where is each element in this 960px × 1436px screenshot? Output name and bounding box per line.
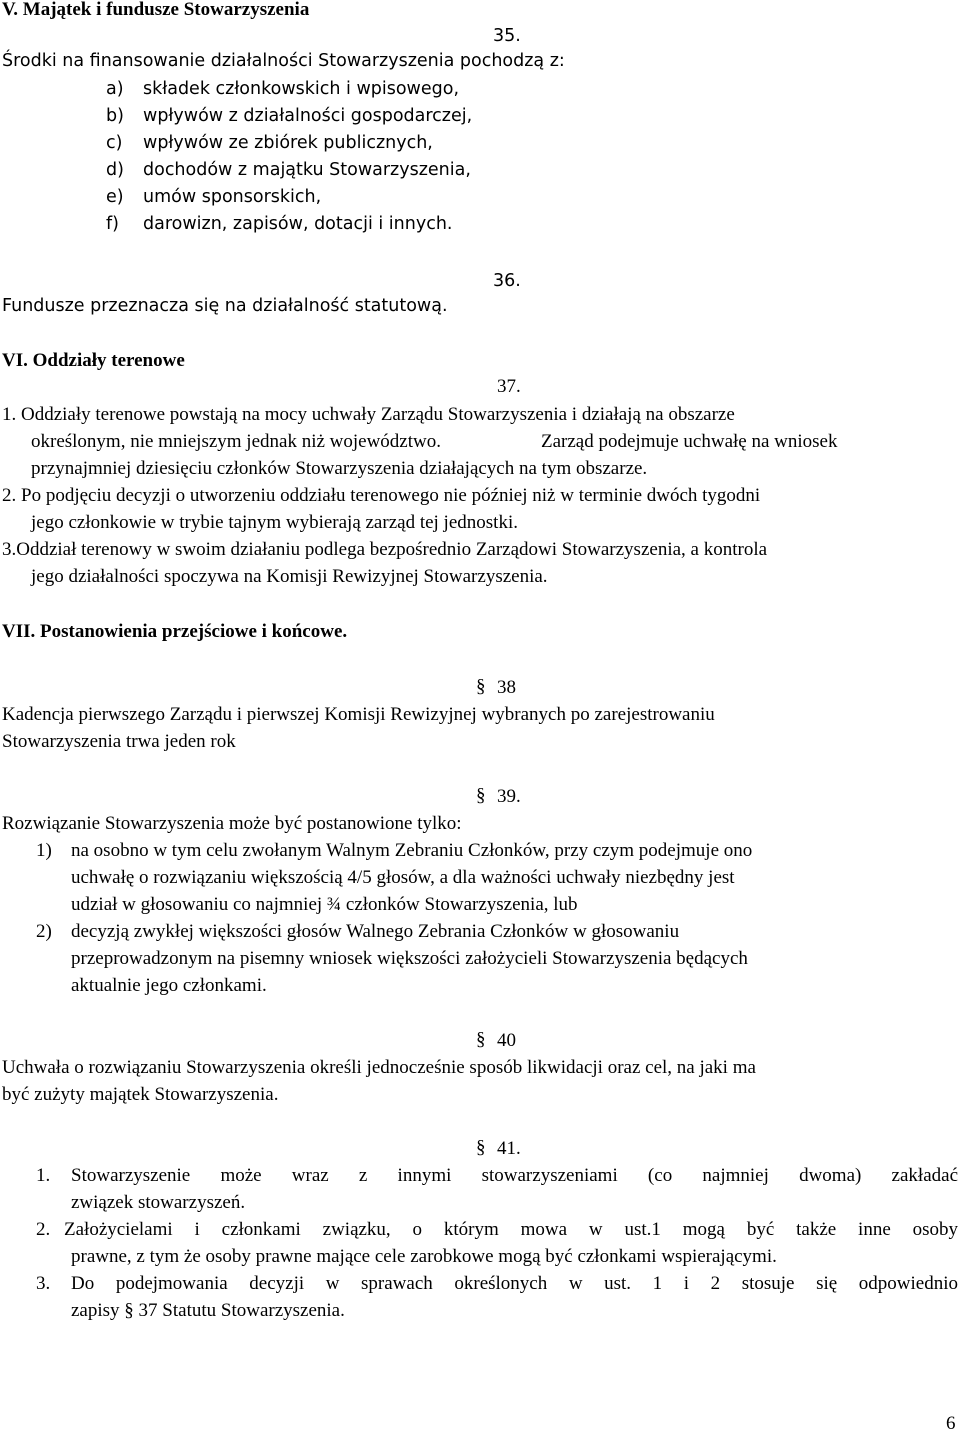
paragraph-37-line: przynajmniej dziesięciu członków Stowarzyszenia działających na tym obszarze. <box>31 458 648 479</box>
paragraph-41-number: 41. <box>497 1138 521 1159</box>
list-marker: f) <box>106 214 119 234</box>
paragraph-36-text: Fundusze przeznacza się na działalność statutową. <box>2 296 448 316</box>
paragraph-39-number: 39. <box>497 786 521 807</box>
paragraph-38-line: Stowarzyszenia trwa jeden rok <box>2 731 236 752</box>
list-item-line: decyzją zwykłej większości głosów Walnego Zebrania Członków w głosowaniu <box>71 921 680 942</box>
list-marker: e) <box>106 187 124 207</box>
paragraph-37-line: 1. Oddziały terenowe powstają na mocy uchwały Zarządu Stowarzyszenia i działają na obszarze <box>2 404 735 425</box>
section-vii-heading: VII. Postanowienia przejściowe i końcowe. <box>2 621 348 642</box>
list-marker: 3. <box>36 1273 51 1294</box>
paragraph-37-line: Zarząd podejmuje uchwałę na wniosek <box>541 431 838 452</box>
list-item-line: Stowarzyszenie może wraz z innymi stowarzyszeniami (co najmniej dwoma) zakładać <box>71 1165 958 1186</box>
list-marker: 1) <box>36 840 52 861</box>
section-v-heading: V. Majątek i fundusze Stowarzyszenia <box>2 0 310 20</box>
paragraph-35-intro: Środki na finansowanie działalności Stowarzyszenia pochodzą z: <box>2 51 565 71</box>
section-sign-icon: § <box>476 1029 486 1050</box>
section-sign-icon: § <box>476 785 486 806</box>
list-marker: c) <box>106 133 123 153</box>
section-sign-icon: § <box>476 676 486 697</box>
paragraph-37-line: 3.Oddział terenowy w swoim działaniu podlega bezpośrednio Zarządowi Stowarzyszenia, a kontrola <box>2 539 768 560</box>
list-item: wpływów z działalności gospodarczej, <box>143 106 473 126</box>
paragraph-39-intro: Rozwiązanie Stowarzyszenia może być postanowione tylko: <box>2 813 462 834</box>
list-item: umów sponsorskich, <box>143 187 322 207</box>
list-marker: 1. <box>36 1165 51 1186</box>
list-item: wpływów ze zbiórek publicznych, <box>143 133 433 153</box>
paragraph-37-line: jego działalności spoczywa na Komisji Rewizyjnej Stowarzyszenia. <box>31 566 548 587</box>
paragraph-38-number: 38 <box>497 677 516 698</box>
section-vi-heading: VI. Oddziały terenowe <box>2 350 185 371</box>
list-item: dochodów z majątku Stowarzyszenia, <box>143 160 471 180</box>
list-marker: 2. <box>36 1219 51 1240</box>
list-item-line: na osobno w tym celu zwołanym Walnym Zebraniu Członków, przy czym podejmuje ono <box>71 840 753 861</box>
paragraph-37-number: 37. <box>497 376 521 397</box>
list-item-line: zapisy § 37 Statutu Stowarzyszenia. <box>71 1300 345 1321</box>
paragraph-37-line: 2. Po podjęciu decyzji o utworzeniu oddziału terenowego nie później niż w terminie dwóch tygodni <box>2 485 761 506</box>
paragraph-36-number: 36. <box>493 271 521 291</box>
list-item-line: związek stowarzyszeń. <box>71 1192 246 1213</box>
paragraph-38-line: Kadencja pierwszego Zarządu i pierwszej Komisji Rewizyjnej wybranych po zarejestrowaniu <box>2 704 715 725</box>
list-item: darowizn, zapisów, dotacji i innych. <box>143 214 453 234</box>
paragraph-40-number: 40 <box>497 1030 516 1051</box>
list-item-line: udział w głosowaniu co najmniej ¾ członków Stowarzyszenia, lub <box>71 894 578 915</box>
list-item: składek członkowskich i wpisowego, <box>143 79 460 99</box>
section-sign-icon: § <box>476 1137 486 1158</box>
list-item-line: aktualnie jego członkami. <box>71 975 267 996</box>
list-item-line: Założycielami i członkami związku, o którym mowa w ust.1 mogą być także inne osoby <box>64 1219 958 1240</box>
list-item-line: przeprowadzonym na pisemny wniosek większości założycieli Stowarzyszenia będących <box>71 948 748 969</box>
list-item-line: prawne, z tym że osoby prawne mające cele zarobkowe mogą być członkami wspierającymi. <box>71 1246 777 1267</box>
list-marker: 2) <box>36 921 52 942</box>
list-item-line: uchwałę o rozwiązaniu większością 4/5 głosów, a dla ważności uchwały niezbędny jest <box>71 867 735 888</box>
paragraph-37-line: określonym, nie mniejszym jednak niż województwo. <box>31 431 441 452</box>
paragraph-37-line: jego członkowie w trybie tajnym wybierają zarząd tej jednostki. <box>31 512 518 533</box>
paragraph-40-line: być zużyty majątek Stowarzyszenia. <box>2 1084 279 1105</box>
list-marker: d) <box>106 160 124 180</box>
list-marker: b) <box>106 106 124 126</box>
paragraph-40-line: Uchwała o rozwiązaniu Stowarzyszenia określi jednocześnie sposób likwidacji oraz cel, na jaki ma <box>2 1057 756 1078</box>
list-marker: a) <box>106 79 124 99</box>
page-number: 6 <box>946 1413 956 1434</box>
list-item-line: Do podejmowania decyzji w sprawach określonych w ust. 1 i 2 stosuje się odpowiednio <box>71 1273 958 1294</box>
paragraph-35-number: 35. <box>493 26 521 46</box>
